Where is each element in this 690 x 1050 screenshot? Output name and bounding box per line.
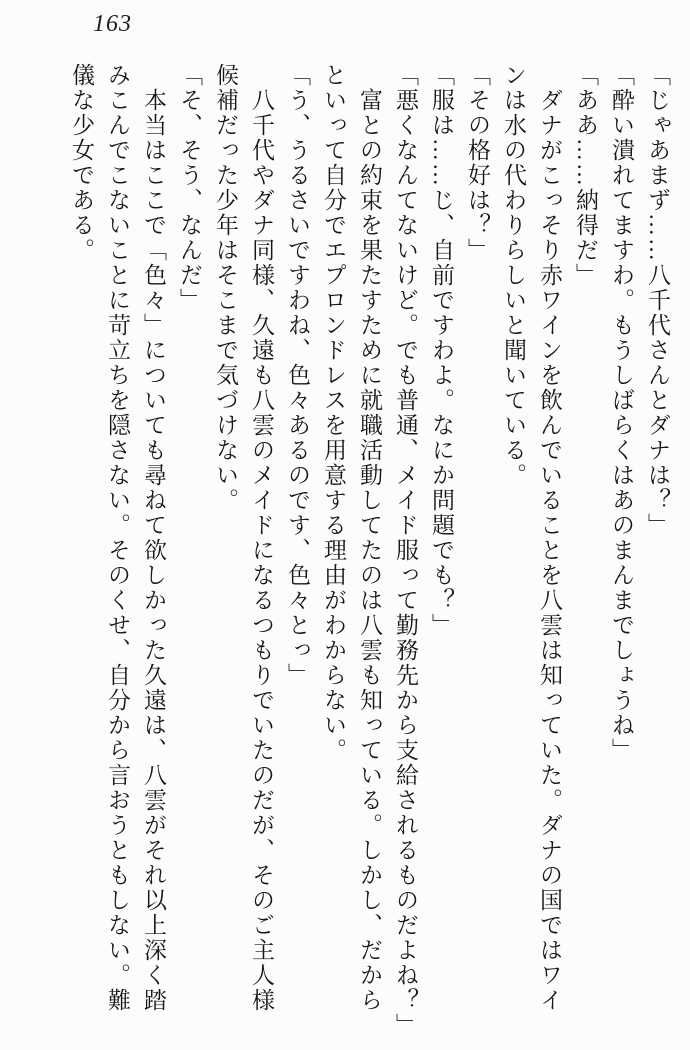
text-column-8: 「悪くなんてないけど。でも普通、メイド服って勤務先から支給されるものだよね？」 (393, 63, 418, 1038)
text-column-14: 「そ、そう、なんだ」 (177, 63, 202, 313)
text-column-11: 「う、うるさいですわね、色々あるのです、色々とっ」 (285, 63, 310, 688)
text-column-15: 本当はここで「色々」についても尋ねて欲しかった久遠は、八雲がそれ以上深く踏 (141, 63, 166, 1013)
text-column-5: ンは水の代わりらしいと聞いている。 (501, 63, 526, 488)
text-column-7: 「服は……じ、自前ですわよ。なにか問題でも？」 (429, 63, 454, 638)
text-column-13: 候補だった少年はそこまで気づけない。 (213, 63, 238, 513)
text-column-3: 「ああ……納得だ」 (573, 63, 598, 288)
page-number: 163 (93, 11, 132, 37)
text-column-2: 「酔い潰れてますわ。もうしばらくはあのまんまでしょうね」 (609, 63, 634, 763)
text-column-16: みこんでこないことに苛立ちを隠さない。そのくせ、自分から言おうともしない。難 (105, 63, 130, 1013)
vertical-text-block (63, 63, 675, 1043)
text-column-10: といって自分でエプロンドレスを用意する理由がわからない。 (321, 63, 346, 763)
text-column-6: 「その格好は？」 (465, 63, 490, 263)
text-column-12: 八千代やダナ同様、久遠も八雲のメイドになるつもりでいたのだが、そのご主人様 (249, 63, 274, 1013)
text-column-9: 富との約束を果たすために就職活動してたのは八雲も知っている。しかし、だから (357, 63, 382, 1013)
text-column-17: 儀な少女である。 (69, 63, 94, 263)
text-column-4: ダナがこっそり赤ワインを飲んでいることを八雲は知っていた。ダナの国ではワイ (537, 63, 562, 1013)
text-column-1: 「じゃあまず……八千代さんとダナは？」 (645, 63, 670, 538)
